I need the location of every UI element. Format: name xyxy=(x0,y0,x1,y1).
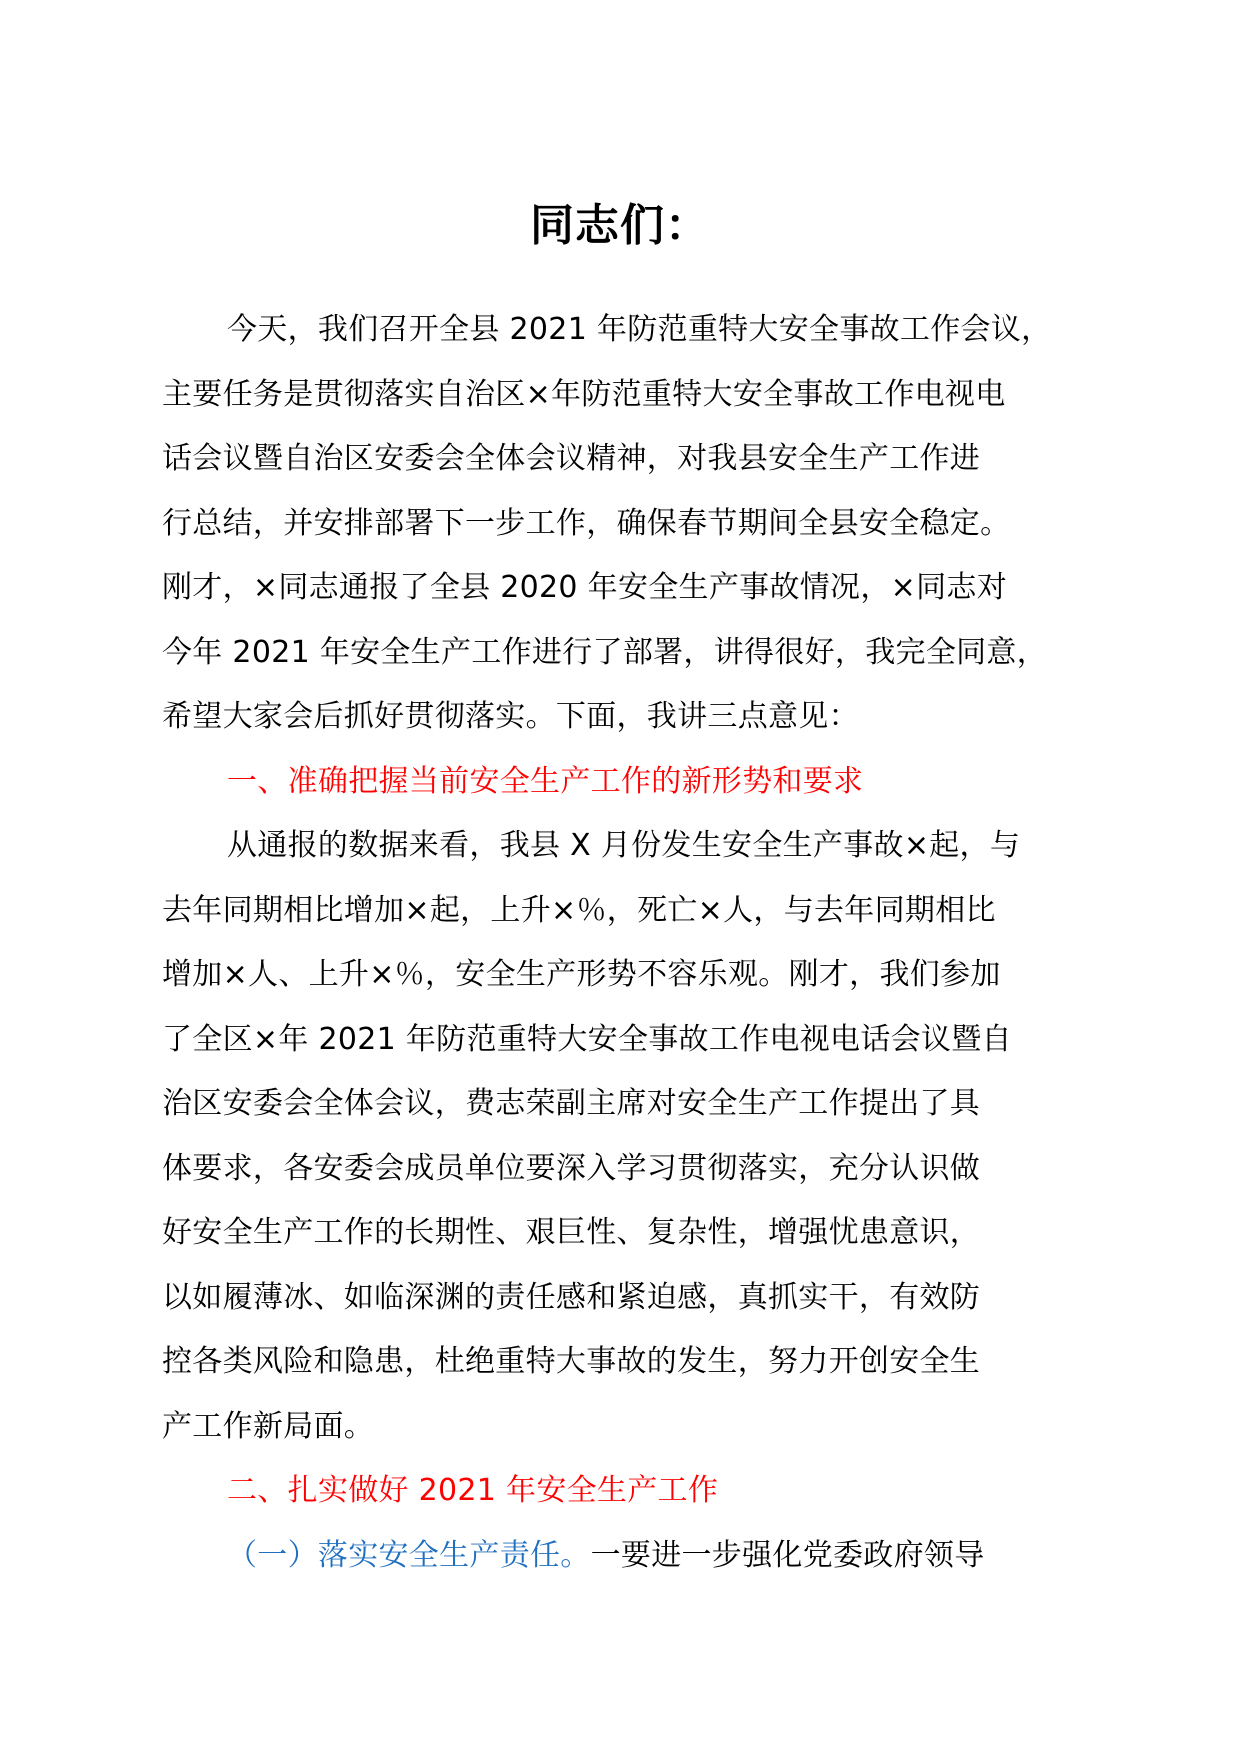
subsection-heading: （一）落实安全生产责任。 xyxy=(227,1537,591,1573)
text-line: 去年同期相比增加×起，上升×％，死亡×人，与去年同期相比 xyxy=(162,892,996,928)
text-line: 增加×人、上升×％，安全生产形势不容乐观。刚才，我们参加 xyxy=(162,957,1001,992)
text-line: 话会议暨自治区安委会全体会议精神，对我县安全生产工作进 xyxy=(162,441,981,476)
text-line: 好安全生产工作的长期性、艰巨性、复杂性，增强忧患意识， xyxy=(162,1215,981,1250)
text-line: 产工作新局面。 xyxy=(162,1408,375,1444)
subsection-line xyxy=(162,1524,1122,1589)
text-line: 刚才，×同志通报了全县 2020 年安全生产事故情况，×同志对 xyxy=(162,570,1007,605)
section-heading-1: 一、准确把握当前安全生产工作的新形势和要求 xyxy=(227,763,864,799)
text-line: 行总结，并安排部署下一步工作，确保春节期间全县安全稳定。 xyxy=(162,505,1011,541)
text-line: 今天，我们召开全县 2021 年防范重特大安全事故工作会议， xyxy=(227,312,1052,347)
text-line: 主要任务是贯彻落实自治区×年防范重特大安全事故工作电视电 xyxy=(162,376,1006,412)
text-line: 体要求，各安委会成员单位要深入学习贯彻落实，充分认识做 xyxy=(162,1150,981,1186)
text-line: 治区安委会全体会议，费志荣副主席对安全生产工作提出了具 xyxy=(162,1086,981,1121)
document-body xyxy=(162,298,1122,1588)
text-line: 控各类风险和隐患，杜绝重特大事故的发生，努力开创安全生 xyxy=(162,1344,981,1379)
section-heading-2: 二、扎实做好 2021 年安全生产工作 xyxy=(227,1473,719,1508)
page-title: 同志们： xyxy=(530,200,710,251)
text-line: 今年 2021 年安全生产工作进行了部署，讲得很好，我完全同意， xyxy=(162,634,1048,670)
paragraph-situation xyxy=(162,814,1122,1459)
text-line: 从通报的数据来看，我县 X 月份发生安全生产事故×起，与 xyxy=(227,828,1021,863)
subsection-text: 一要进一步强化党委政府领导 xyxy=(590,1537,985,1573)
text-line: 希望大家会后抓好贯彻落实。下面，我讲三点意见： xyxy=(162,699,859,734)
text-line: 以如履薄冰、如临深渊的责任感和紧迫感，真抓实干，有效防 xyxy=(162,1279,981,1315)
paragraph-intro xyxy=(162,298,1122,750)
text-line: 了全区×年 2021 年防范重特大安全事故工作电视电话会议暨自 xyxy=(162,1021,1012,1057)
